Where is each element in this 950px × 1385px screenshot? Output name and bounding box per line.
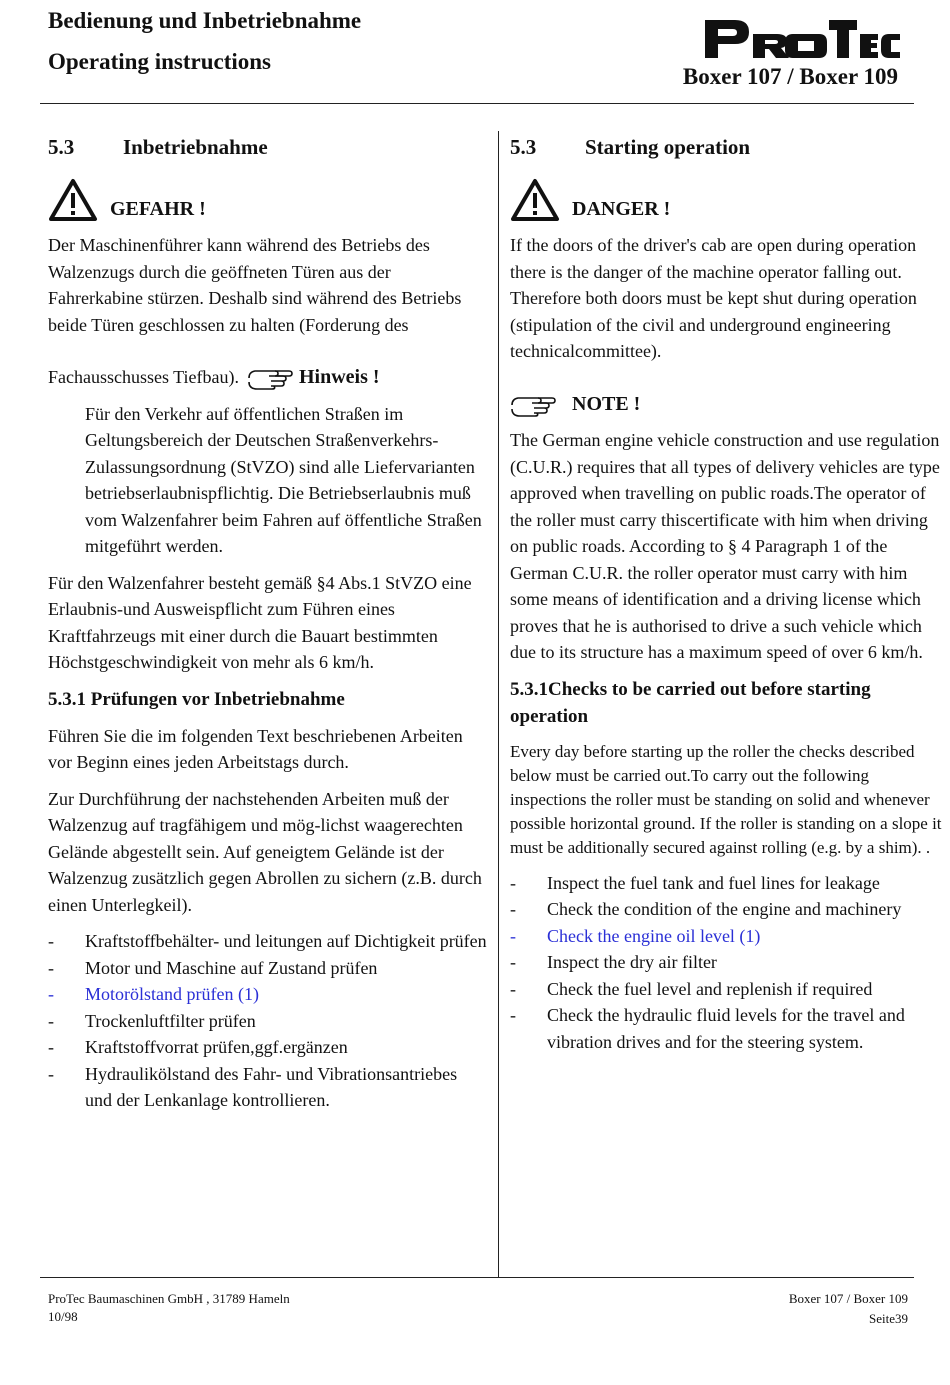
danger-label: GEFAHR ! [110, 197, 206, 220]
footer-company: ProTec Baumaschinen GmbH , 31789 Hameln [48, 1291, 290, 1306]
protec-logo [705, 12, 900, 67]
danger-text-end-de: Fachausschusses Tiefbau). [48, 367, 239, 387]
danger-text-de: Der Maschinenführer kann während des Betriebs des Walzenzugs durch die geöffneten Türen aus der Fahrerkabine stürzen. Deshalb sind während des Betriebs beide Türen geschlossen zu halten (Forderung des [48, 235, 462, 335]
header-title-de: Bedienung und Inbetriebnahme [48, 8, 362, 33]
warning-triangle-icon [48, 178, 98, 222]
subsection-title-en: 5.3.1Checks to be carried out before starting operation [510, 678, 871, 727]
note-text-en: The German engine vehicle construction and use regulation (C.U.R.) requires that all types of delivery vehicles are type approved when travelling on public roads.The operator of the roller must carry thiscertificate with him when driving on public roads. According to § 4 Paragraph 1 of the German C.U.R. the roller operator must carry with him some means of identification and a driving license which proves that he is authorised to drive a such vehicle which due to its structure has a maximum speed of over 6 km/h. [510, 430, 940, 662]
list-item: - Motor und Maschine auf Zustand prüfen [48, 955, 488, 982]
list-item: - Check the hydraulic fluid levels for the travel and vibration drives and for the steering system. [510, 1002, 945, 1055]
column-divider [498, 131, 499, 1277]
list-item: - Kraftstoffvorrat prüfen,ggf.ergänzen [48, 1034, 488, 1061]
header-rule [40, 103, 914, 104]
list-item: - Check the fuel level and replenish if required [510, 976, 945, 1003]
german-column [48, 130, 488, 1114]
section-title: Starting operation [585, 134, 751, 159]
sub-text-en: Every day before starting up the roller the checks described below must be carried out.To carry out the following inspections the roller must be standing on solid and whenever possible horizontal ground. If the roller is standing on a slope it must be additionally secured against rolling (e.g. by a shim). . [510, 741, 942, 857]
note-line-de [48, 364, 488, 391]
pointing-hand-icon [247, 364, 293, 390]
section-heading-de [48, 130, 488, 164]
danger-label: DANGER ! [572, 197, 671, 220]
list-item: - Inspect the fuel tank and fuel lines for leakage [510, 870, 945, 897]
list-item: - Kraftstoffbehälter- und leitungen auf Dichtigkeit prüfen [48, 928, 488, 955]
note-text-de: Für den Verkehr auf öffentlichen Straßen im Geltungsbereich der Deutschen Straßenverkehrs-Zulassungsordnung (StVZO) sind alle Liefervarianten betriebserlaubnispflichtig. Die Betriebserlaubnis muß vom Walzenfahrer beim Fahren auf öffentliche Straßen mitgeführt werden. [85, 403, 482, 556]
note-label: Hinweis ! [299, 366, 380, 388]
warning-triangle-icon [510, 178, 560, 222]
sub-text-2-de: Zur Durchführung der nachstehenden Arbeiten muß der Walzenzug auf tragfähigem und mög-lichst waagerechten Gelände abgestellt sein. Auf geneigtem Gelände ist der Walzenzug zusätzlich gegen Abrollen zu sichern (z.B. durch einen Unterlegkeil). [48, 788, 482, 915]
header-title-en: Operating instructions [48, 49, 271, 74]
footer-page: Seite39 [869, 1311, 908, 1326]
subsection-title-de: 5.3.1 Prüfungen vor Inbetriebnahme [48, 688, 345, 710]
section-title: Inbetriebnahme [123, 134, 268, 159]
licence-text-de: Für den Walzenfahrer besteht gemäß §4 Abs.1 StVZO eine Erlaubnis-und Ausweispflicht zum Führen eines Kraftfahrzeugs mit einer durch die Bauart bestimmten Höchstgeschwindigkeit von mehr als 6 km/h. [48, 572, 472, 672]
footer-rule [40, 1277, 914, 1278]
danger-heading-en [510, 172, 945, 222]
list-item-highlighted: - Check the engine oil level (1) [510, 923, 945, 950]
english-column [510, 130, 945, 1055]
pointing-hand-icon [510, 391, 556, 417]
section-heading-en [510, 130, 945, 164]
sub-text-1-de: Führen Sie die im folgenden Text beschriebenen Arbeiten vor Beginn eines jeden Arbeitstags durch. [48, 725, 463, 772]
list-item: - Hydraulikölstand des Fahr- und Vibrationsantriebes und der Lenkanlage kontrollieren. [48, 1061, 488, 1114]
header-model: Boxer 107 / Boxer 109 [682, 64, 898, 89]
list-item: - Check the condition of the engine and machinery [510, 896, 945, 923]
footer-date: 10/98 [48, 1309, 78, 1324]
danger-heading-de [48, 172, 488, 222]
list-item-highlighted: - Motorölstand prüfen (1) [48, 981, 488, 1008]
list-item: - Trockenluftfilter prüfen [48, 1008, 488, 1035]
note-label: NOTE ! [572, 392, 641, 415]
checklist-de [48, 928, 488, 1114]
section-number: 5.3 [510, 134, 537, 159]
checklist-en [510, 870, 945, 1056]
note-heading-en [510, 391, 945, 418]
section-number: 5.3 [48, 134, 75, 159]
list-item: - Inspect the dry air filter [510, 949, 945, 976]
footer-model: Boxer 107 / Boxer 109 [788, 1291, 908, 1306]
danger-text-en: If the doors of the driver's cab are open during operation there is the danger of the machine operator falling out. Therefore both doors must be kept shut during operation (stipulation of the civil and underground engineering technicalcommittee). [510, 235, 917, 361]
